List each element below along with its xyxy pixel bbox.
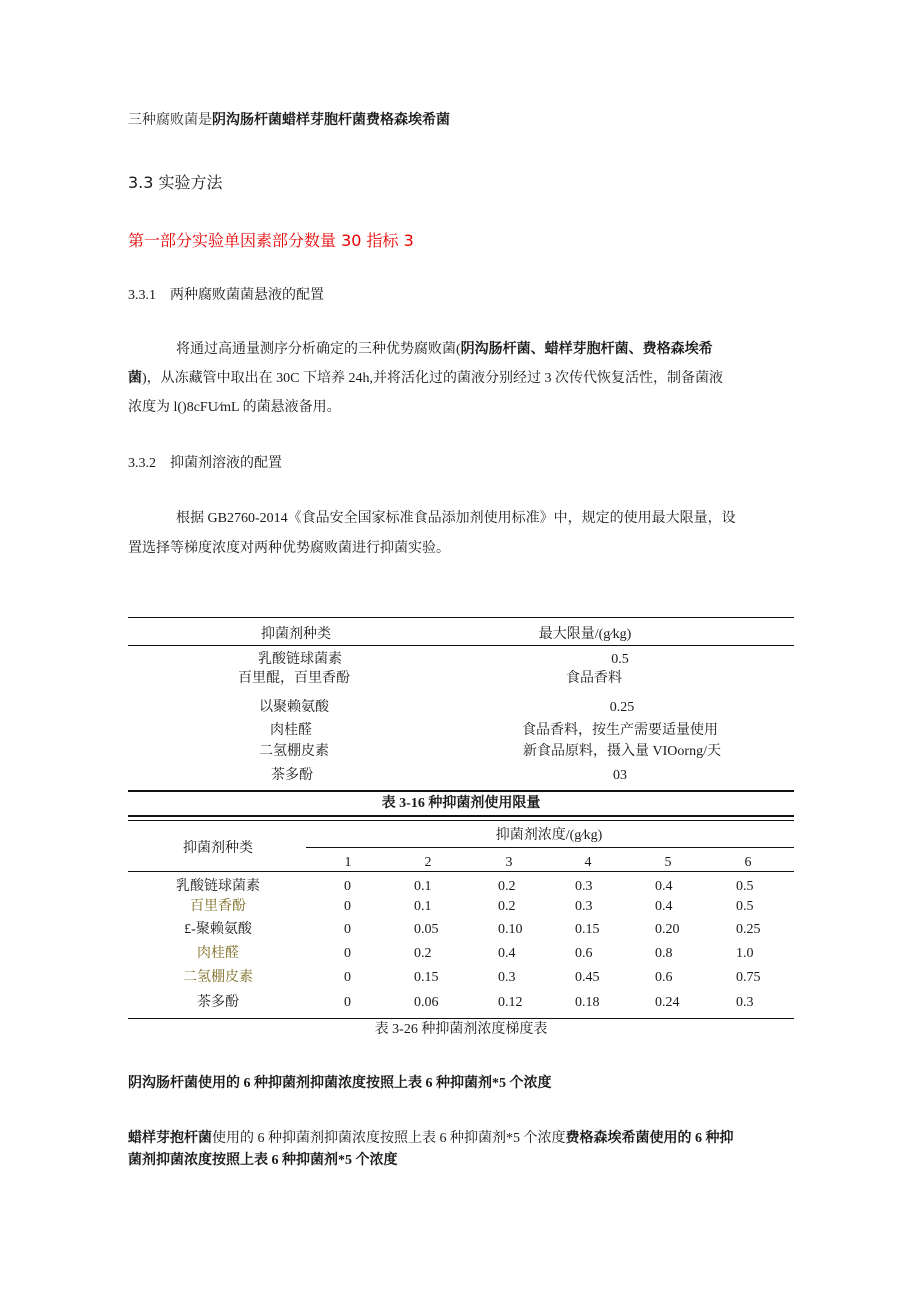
red-heading: 第一部分实验单因素部分数量 30 指标 3 xyxy=(128,231,414,250)
table2-group-header: 抑菌剂浓度/(g∕kg) xyxy=(495,828,603,843)
table2-cell: 0.12 xyxy=(498,995,523,1010)
table1-bottom-rule xyxy=(128,790,794,792)
table2-cell: 0.5 xyxy=(736,899,754,914)
table1-cell: 二氢棚皮素 xyxy=(259,744,329,759)
closing-line1: 阴沟肠杆菌使用的 6 种抑菌剂抑菌浓度按照上表 6 种抑菌剂*5 个浓度 xyxy=(128,1076,552,1091)
closing-text-b: 使用的 6 种抑菌剂抑菌浓度按照上表 6 种抑菌剂*5 个浓度 xyxy=(212,1131,566,1146)
closing-bold-a: 蜡样芽抱杆菌 xyxy=(128,1131,212,1146)
table2-cell: 0.15 xyxy=(575,922,600,937)
table2-cell: 0.20 xyxy=(655,922,680,937)
table2-level: 2 xyxy=(424,855,432,870)
intro-prefix: 三种腐败菌是 xyxy=(128,112,212,128)
closing-bold-c: 费格森埃希菌使用的 6 种抑 xyxy=(565,1131,734,1146)
table2-agent-name: 二氢棚皮素 xyxy=(183,970,253,985)
table2-cell: 0 xyxy=(344,995,351,1010)
table1-caption: 表 3-16 种抑菌剂使用限量 xyxy=(381,796,541,811)
table2-cell: 0.1 xyxy=(414,879,432,894)
table2-cell: 0.2 xyxy=(414,946,432,961)
table2-cell: 0.4 xyxy=(655,899,673,914)
table1-top-rule xyxy=(128,617,794,618)
table1-cell: 食品香料 xyxy=(566,671,622,686)
table1-cell: 百里醌，百里香酚 xyxy=(238,671,350,686)
subsection-number: 3.3.1 xyxy=(128,288,156,303)
table2-caption: 表 3-26 种抑菌剂浓度梯度表 xyxy=(374,1022,548,1037)
table2-cell: 0.10 xyxy=(498,922,523,937)
table2-cell: 0.3 xyxy=(736,995,754,1010)
subsection-title: 抑菌剂溶液的配置 xyxy=(170,456,282,471)
intro-line xyxy=(128,111,450,129)
table1-header-limit: 最大限量/(g∕kg) xyxy=(538,627,632,642)
table2-agent-name: 乳酸链球菌素 xyxy=(176,879,260,894)
table2-cell: 0.25 xyxy=(736,922,761,937)
table2-cell: 0.2 xyxy=(498,899,516,914)
table1-cell: 食品香料，按生产需要适量使用 xyxy=(522,723,718,738)
table2-cell: 0.24 xyxy=(655,995,680,1010)
table2-cell: 0 xyxy=(344,879,351,894)
table1-cell: 03 xyxy=(613,768,627,783)
table1-cell: 茶多酚 xyxy=(271,768,313,783)
table2-cell: 0 xyxy=(344,899,351,914)
table2-cell: 0.4 xyxy=(655,879,673,894)
table2-cell: 1.0 xyxy=(736,946,754,961)
table2-header-rule xyxy=(128,871,794,872)
table1-cell: 乳酸链球菌素 xyxy=(258,652,342,667)
subsection-3-3-2 xyxy=(128,455,282,473)
table1-cell: 肉桂醛 xyxy=(270,723,312,738)
subsection-title: 两种腐败菌菌悬液的配置 xyxy=(170,288,324,303)
intro-bacteria: 阴沟肠杆菌蜡样芽胞杆菌费格森埃希菌 xyxy=(212,112,450,128)
closing-line2 xyxy=(128,1130,734,1148)
para1-text-2: )，从冻藏管中取出在 30C 下培养 24h,并将活化过的菌液分别经过 3 次传代恢复活性，制备菌液 xyxy=(142,371,723,386)
table2-group-rule xyxy=(306,847,794,848)
table2-row-header: 抑菌剂种类 xyxy=(183,841,253,856)
table2-cell: 0.45 xyxy=(575,970,600,985)
table2-cell: 0.3 xyxy=(498,970,516,985)
closing-line3: 菌剂抑菌浓度按照上表 6 种抑菌剂*5 个浓度 xyxy=(128,1153,398,1168)
table2-top-rule-2 xyxy=(128,820,794,821)
table2-cell: 0.5 xyxy=(736,879,754,894)
table1-header-rule xyxy=(128,645,794,646)
table2-top-rule xyxy=(128,815,794,817)
para1-bold-2: 菌 xyxy=(128,371,142,386)
table2-cell: 0.1 xyxy=(414,899,432,914)
table2-cell: 0.3 xyxy=(575,879,593,894)
table2-cell: 0.75 xyxy=(736,970,761,985)
para1-line2 xyxy=(128,370,723,388)
table2-level: 6 xyxy=(744,855,752,870)
table2-agent-name: 茶多酚 xyxy=(197,995,239,1010)
table2-level: 5 xyxy=(664,855,672,870)
table2-cell: 0.6 xyxy=(655,970,673,985)
para1-line1 xyxy=(176,341,713,359)
table2-cell: 0.15 xyxy=(414,970,439,985)
para1-line3: 浓度为 l()8cFU∕mL 的菌悬液备用。 xyxy=(128,400,341,415)
subsection-3-3-1 xyxy=(128,287,324,305)
table2-level: 3 xyxy=(505,855,513,870)
table2-cell: 0.05 xyxy=(414,922,439,937)
subsection-number: 3.3.2 xyxy=(128,456,156,471)
table2-cell: 0.06 xyxy=(414,995,439,1010)
table1-cell: 新食品原料，摄入量 VIOorng/天 xyxy=(523,744,721,759)
para1-bold: 阴沟肠杆菌、蜡样芽胞杆菌、费格森埃希 xyxy=(460,342,713,357)
table2-cell: 0.18 xyxy=(575,995,600,1010)
table2-cell: 0 xyxy=(344,922,351,937)
table2-agent-name: 百里香酚 xyxy=(190,899,246,914)
table1-header-type: 抑菌剂种类 xyxy=(261,627,331,642)
table2-agent-name: 肉桂醛 xyxy=(197,946,239,961)
table1-cell: 以聚赖氨酸 xyxy=(259,700,329,715)
table2-level: 4 xyxy=(584,855,592,870)
table2-bottom-rule xyxy=(128,1018,794,1019)
para1-text: 将通过高通量测序分析确定的三种优势腐败菌( xyxy=(176,342,461,357)
table2-cell: 0.6 xyxy=(575,946,593,961)
para2-line2: 置选择等梯度浓度对两种优势腐败菌进行抑菌实验。 xyxy=(128,541,450,556)
section-heading: 3.3 实验方法 xyxy=(128,173,223,192)
table2-agent-name: £-聚赖氨酸 xyxy=(184,922,252,937)
table2-cell: 0 xyxy=(344,946,351,961)
para2-line1: 根据 GB2760-2014《食品安全国家标准食品添加剂使用标准》中，规定的使用最大限量，设 xyxy=(176,511,736,526)
table2-cell: 0.4 xyxy=(498,946,516,961)
table2-cell: 0 xyxy=(344,970,351,985)
table2-cell: 0.8 xyxy=(655,946,673,961)
table1-cell: 0.25 xyxy=(609,700,635,715)
table1-cell: 0.5 xyxy=(611,652,629,667)
table2-cell: 0.2 xyxy=(498,879,516,894)
table2-level: 1 xyxy=(344,855,352,870)
table2-cell: 0.3 xyxy=(575,899,593,914)
